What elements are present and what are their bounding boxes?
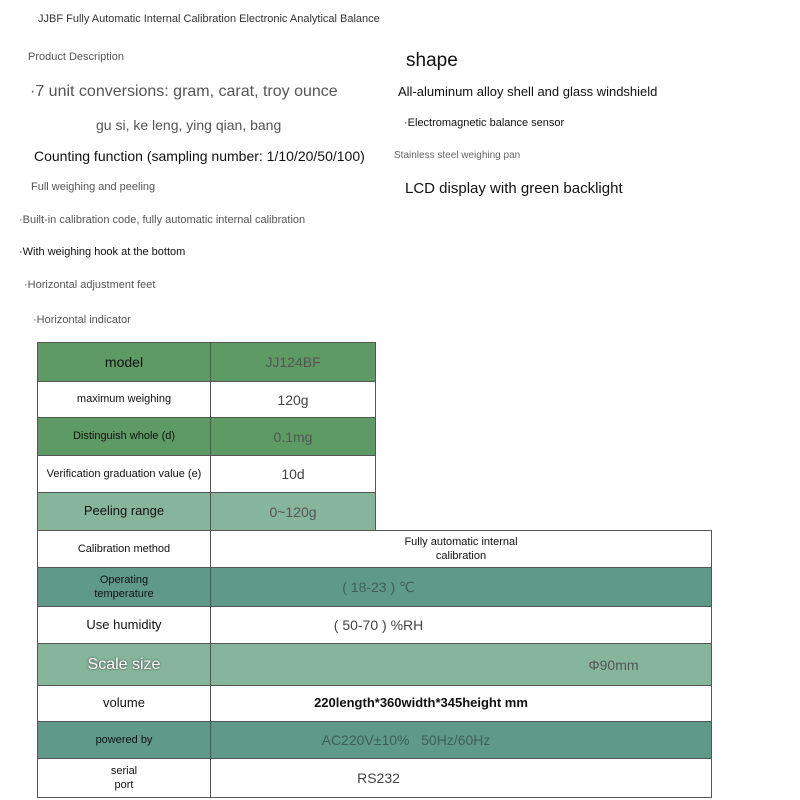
description-item: ·Horizontal indicator: [33, 314, 131, 326]
description-item: Counting function (sampling number: 1/10/20/50/100): [34, 148, 365, 164]
spec-label-text: Use humidity: [86, 616, 162, 632]
description-item: ·7 unit conversions: gram, carat, troy ounce: [30, 83, 338, 100]
spec-value-temperature: [210, 567, 712, 607]
spec-value-text: 120g: [277, 391, 309, 408]
spec-value-text: 0~120g: [269, 503, 317, 520]
spec-label-text: maximum weighing: [76, 393, 172, 406]
spec-value-peeling: [210, 492, 376, 531]
description-item: gu si, ke leng, ying qian, bang: [96, 117, 282, 133]
spec-value-humidity: [210, 606, 712, 644]
spec-label-calibration: [37, 530, 211, 568]
spec-value-text: JJ124BF: [265, 354, 321, 370]
spec-value-verification: [210, 455, 376, 493]
spec-label-serial-port: [37, 758, 211, 798]
spec-value-text: 0.1mg: [273, 428, 313, 445]
spec-value-distinguish: [210, 417, 376, 456]
spec-label-text: model: [104, 353, 144, 370]
spec-label-text: Calibration method: [77, 542, 171, 555]
spec-value-text: 10d: [281, 466, 305, 482]
spec-value-text: RS232: [357, 770, 400, 786]
spec-label-text: powered by: [95, 733, 153, 746]
description-item: ·With weighing hook at the bottom: [19, 246, 186, 258]
spec-label-text: Verification graduation value (e): [46, 467, 202, 480]
spec-value-text: Φ90mm: [588, 656, 639, 673]
page-title: JJBF Fully Automatic Internal Calibration Electronic Analytical Balance: [38, 13, 380, 25]
spec-value-max-weighing: [210, 381, 376, 418]
description-item: ·Built-in calibration code, fully automatic internal calibration: [19, 214, 306, 226]
spec-label-humidity: [37, 606, 211, 644]
shape-item: ·Electromagnetic balance sensor: [404, 117, 565, 129]
spec-label-text: Operating temperature: [94, 573, 154, 600]
spec-label-temperature: [37, 567, 211, 607]
spec-label-model: [37, 342, 211, 382]
spec-value-serial-port: [210, 758, 712, 798]
shape-item: Stainless steel weighing pan: [394, 150, 521, 161]
spec-value-text: AC220V±10% 50Hz/60Hz: [321, 732, 491, 748]
spec-value-volume: [210, 685, 712, 722]
spec-label-max-weighing: [37, 381, 211, 418]
spec-label-power: [37, 721, 211, 759]
spec-label-verification: [37, 455, 211, 493]
spec-label-text: Distinguish whole (d): [72, 430, 176, 443]
description-item: ·Horizontal adjustment feet: [24, 279, 156, 291]
spec-value-scale-size: [210, 643, 712, 686]
description-item: Full weighing and peeling: [31, 181, 156, 193]
spec-label-scale-size: [37, 643, 211, 686]
spec-value-calibration: [210, 530, 712, 568]
description-heading: Product Description: [28, 51, 124, 63]
spec-value-text: ( 18-23 ) ℃: [342, 578, 415, 595]
spec-label-text: volume: [103, 695, 145, 711]
shape-heading: shape: [406, 50, 458, 71]
spec-label-text: Scale size: [87, 655, 161, 673]
shape-item: All-aluminum alloy shell and glass windshield: [398, 84, 658, 99]
spec-label-peeling: [37, 492, 211, 531]
spec-label-volume: [37, 685, 211, 722]
spec-label-text: Peeling range: [83, 503, 165, 519]
spec-value-text: ( 50-70 ) %RH: [333, 617, 424, 633]
shape-item: LCD display with green backlight: [405, 180, 623, 197]
spec-label-text: serial port: [110, 764, 138, 791]
spec-value-model: [210, 342, 376, 382]
spec-value-text: 220length*360width*345height mm: [314, 695, 528, 711]
spec-label-distinguish: [37, 417, 211, 456]
spec-value-text: Fully automatic internal calibration: [404, 535, 518, 562]
spec-value-power: [210, 721, 712, 759]
